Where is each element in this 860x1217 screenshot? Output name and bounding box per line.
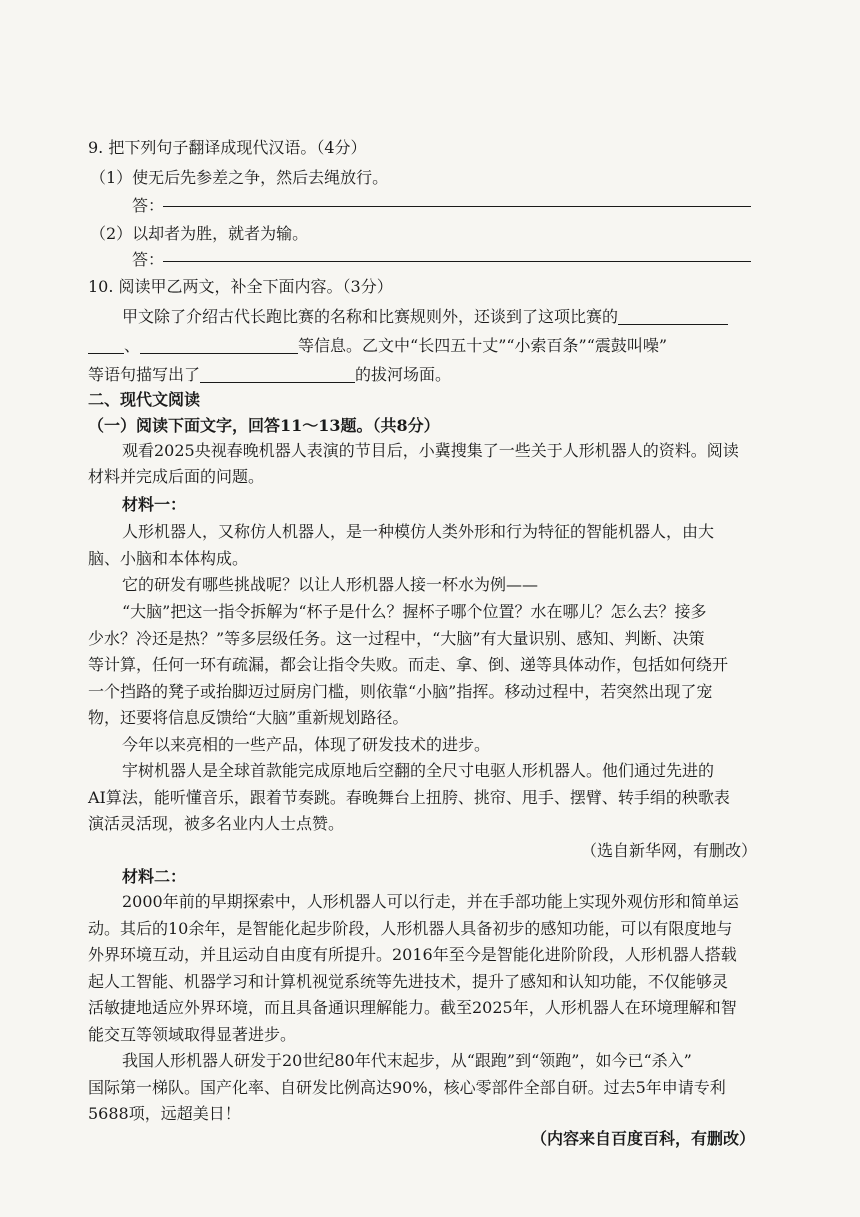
q10-line-3 [88,364,451,386]
material-2-line: 外界环境互动，并且运动自由度有所提升。2016年至今是智能化进阶阶段，人形机器人搭载 [88,945,737,964]
material-1-line: 等计算，任何一环有疏漏，都会让指令失败。而走、拿、倒、递等具体动作，包括如何绕开 [88,655,729,674]
material-1-line: 它的研发有哪些挑战呢？以让人形机器人接一杯水为例—— [122,575,539,594]
q10-title: 10. 阅读甲乙两文，补全下面内容。（3分） [88,277,393,296]
material-1-line: 今年以来亮相的一些产品，体现了研发技术的进步。 [122,735,491,754]
material-1-line: 少水？冷还是热？”等多层级任务。这一过程中，“大脑”有大量识别、感知、判断、决策 [88,629,705,648]
q9-title: 9. 把下列句子翻译成现代汉语。（4分） [88,138,367,157]
q9-sentence-2: （2）以却者为胜，就者为输。 [90,224,309,243]
intro-line: 材料并完成后面的问题。 [88,467,265,486]
q9-answer-line-2[interactable] [163,261,751,262]
q10-separator: 、 [124,336,141,355]
material-1-line: “大脑”把这一指令拆解为“杯子是什么？握杯子哪个位置？水在哪儿？怎么去？接多 [122,602,707,621]
material-2-line: 我国人形机器人研发于20世纪80年代末起步，从“跟跑”到“领跑”，如今已“杀入” [122,1051,692,1070]
q9-answer-line-1[interactable] [163,206,751,207]
material-2-line: 国际第一梯队。国产化率、自研发比例高达90%，核心零部件全部自研。过去5年申请专利 [88,1078,726,1097]
material-2-line: 活敏捷地适应外界环境，而且具备通识理解能力。截至2025年，人形机器人在环境理解和智 [88,998,737,1017]
section-2-subheading: （一）阅读下面文字，回答11～13题。（共8分） [88,416,440,435]
material-2-line: 5688项，远超美日！ [88,1104,241,1123]
q9-sentence-1: （1）使无后先参差之争，然后去绳放行。 [90,168,389,187]
intro-line: 观看2025央视春晚机器人表演的节目后，小冀搜集了一些关于人形机器人的资料。阅读 [122,441,739,460]
material-2-line: 2000年前的早期探索中，人形机器人可以行走，并在手部功能上实现外观仿形和简单运 [122,892,739,911]
material-2-line: 能交互等领域取得显著进步。 [88,1025,297,1044]
q10-line-2 [88,335,667,357]
material-2-line: 动。其后的10余年，是智能化起步阶段，人形机器人具备初步的感知功能，可以有限度地与 [88,919,733,938]
material-1-label: 材料一： [122,495,187,514]
material-1-line: 人形机器人，又称仿人机器人，是一种模仿人类外形和行为特征的智能机器人，由大 [122,522,715,541]
q9-answer-label-2: 答： [132,250,165,269]
q10-blank-2[interactable] [88,337,124,354]
q10-blank-3[interactable] [140,337,298,354]
material-1-source: （选自新华网，有删改） [581,841,758,860]
material-1-line: 一个挡路的凳子或抬脚迈过厨房门槛，则依靠“小脑”指挥。移动过程中，若突然出现了宠 [88,682,713,701]
material-1-line: 物，还要将信息反馈给“大脑”重新规划路径。 [88,708,409,727]
q10-line-3-start: 等语句描写出了 [88,365,201,384]
q10-line-1-text: 甲文除了介绍古代长跑比赛的名称和比赛规则外，还谈到了这项比赛的 [122,307,619,326]
material-1-line: 宇树机器人是全球首款能完成原地后空翻的全尺寸电驱人形机器人。他们通过先进的 [122,761,715,780]
section-2-heading: 二、现代文阅读 [88,390,201,409]
q10-line-1 [122,306,728,328]
material-2-source: （内容来自百度百科，有删改） [531,1129,756,1148]
material-2-label: 材料二： [122,867,187,886]
q10-line-2-text: 等信息。乙文中“长四五十丈”“小索百条”“震鼓叫噪” [298,336,668,355]
q10-line-3-end: 的拔河场面。 [355,365,452,384]
material-1-line: AI算法，能听懂音乐，跟着节奏跳。春晚舞台上扭胯、挑帘、甩手、摆臂、转手绢的秧歌表 [88,788,730,807]
material-2-line: 起人工智能、机器学习和计算机视觉系统等先进技术，提升了感知和认知功能，不仅能够灵 [88,972,729,991]
material-1-line: 脑、小脑和本体构成。 [88,549,249,568]
material-1-line: 演活灵活现，被多名业内人士点赞。 [88,814,345,833]
q9-answer-label-1: 答： [132,196,165,215]
q10-blank-4[interactable] [200,366,355,383]
q10-blank-1[interactable] [618,308,728,325]
